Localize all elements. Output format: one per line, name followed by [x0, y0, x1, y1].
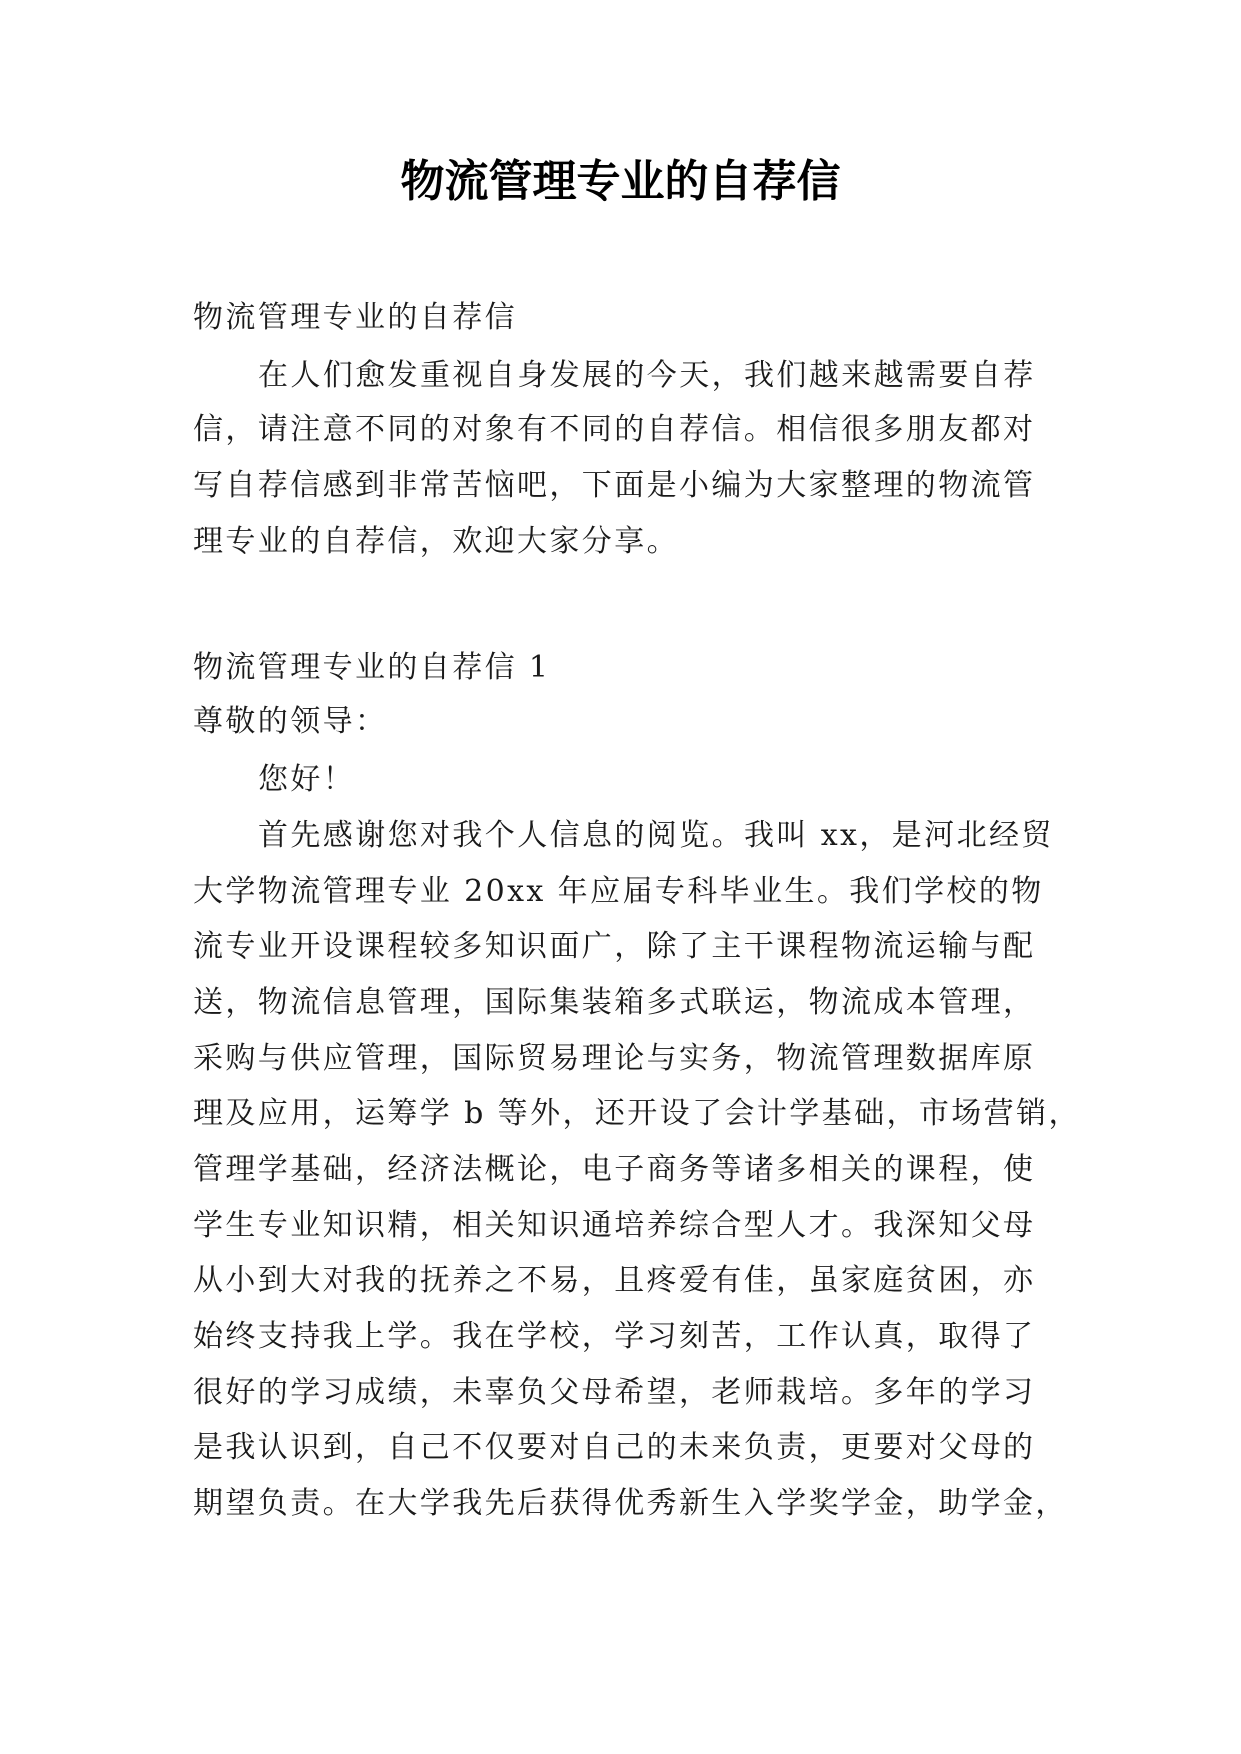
- body-line: 首先感谢您对我个人信息的阅览。我叫 xx，是河北经贸: [258, 818, 1054, 853]
- body-line: 管理学基础，经济法概论，电子商务等诸多相关的课程，使: [193, 1152, 1036, 1187]
- body-line: 始终支持我上学。我在学校，学习刻苦，工作认真，取得了: [193, 1319, 1036, 1354]
- body-line: 理及应用，运筹学 b 等外，还开设了会计学基础，市场营销，: [193, 1096, 1081, 1131]
- body-line: 学生专业知识精，相关知识通培养综合型人才。我深知父母: [193, 1208, 1036, 1243]
- intro-line: 写自荐信感到非常苦恼吧，下面是小编为大家整理的物流管: [193, 468, 1036, 503]
- body-line: 流专业开设课程较多知识面广，除了主干课程物流运输与配: [193, 929, 1036, 964]
- intro-line: 在人们愈发重视自身发展的今天，我们越来越需要自荐: [258, 358, 1036, 393]
- body-line: 采购与供应管理，国际贸易理论与实务，物流管理数据库原: [193, 1041, 1036, 1076]
- body-line: 从小到大对我的抚养之不易，且疼爱有佳，虽家庭贫困，亦: [193, 1263, 1036, 1298]
- section-heading: 物流管理专业的自荐信 1: [193, 650, 551, 685]
- intro-heading: 物流管理专业的自荐信: [193, 300, 517, 335]
- body-line: 是我认识到，自己不仅要对自己的未来负责，更要对父母的: [193, 1430, 1036, 1465]
- page-title: 物流管理专业的自荐信: [400, 156, 841, 207]
- body-line: 很好的学习成绩，未辜负父母希望，老师栽培。多年的学习: [193, 1375, 1036, 1410]
- greeting: 您好！: [258, 762, 356, 797]
- intro-line: 信，请注意不同的对象有不同的自荐信。相信很多朋友都对: [193, 412, 1036, 447]
- intro-line: 理专业的自荐信，欢迎大家分享。: [193, 524, 679, 559]
- body-line: 期望负责。在大学我先后获得优秀新生入学奖学金，助学金，: [193, 1486, 1068, 1521]
- body-line: 大学物流管理专业 20xx 年应届专科毕业生。我们学校的物: [193, 874, 1044, 909]
- salutation: 尊敬的领导：: [193, 704, 388, 739]
- body-line: 送，物流信息管理，国际集装箱多式联运，物流成本管理，: [193, 985, 1036, 1020]
